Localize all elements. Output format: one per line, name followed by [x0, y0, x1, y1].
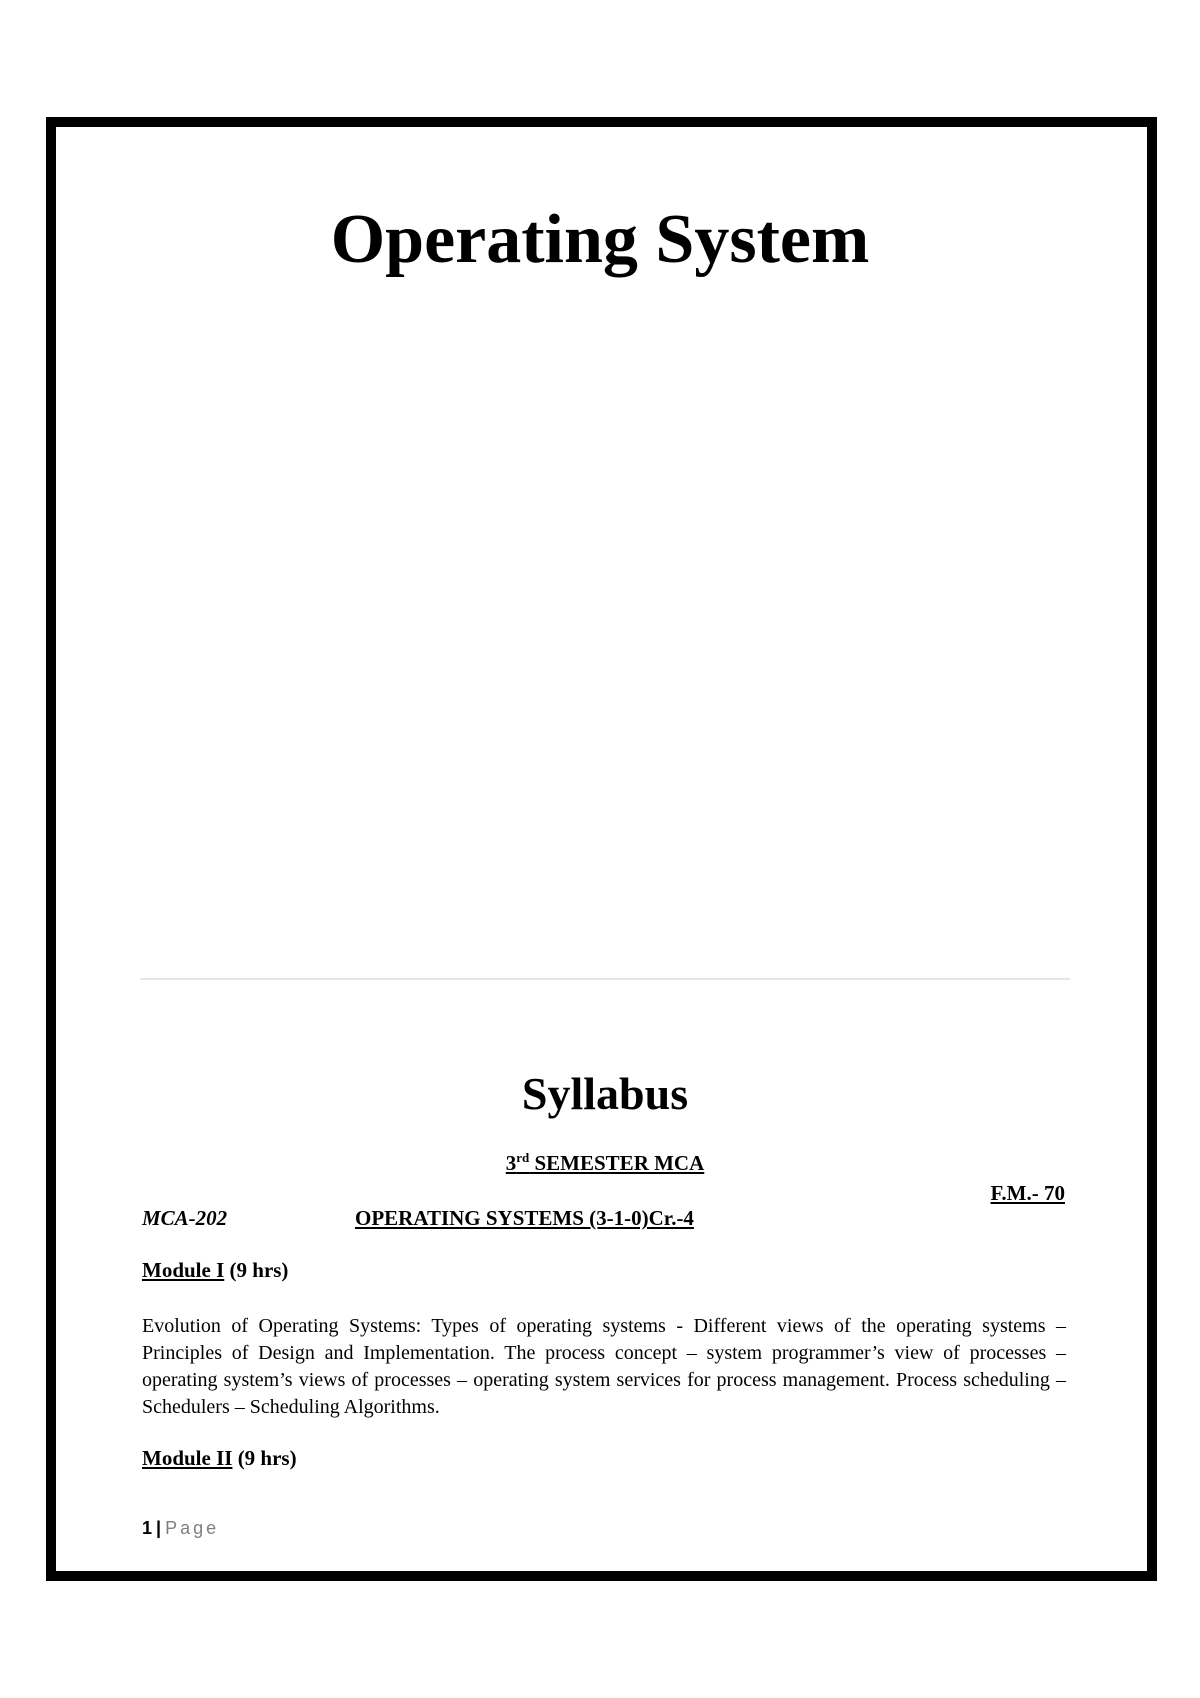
semester-ordinal: 3 [505, 1151, 517, 1175]
semester-text: SEMESTER MCA [529, 1151, 705, 1175]
module-2-hours: (9 hrs) [232, 1446, 297, 1470]
course-name: OPERATING SYSTEMS (3-1-0)Cr.-4 [355, 1206, 694, 1230]
page-footer [142, 1518, 219, 1539]
full-marks: F.M.- 70 [990, 1181, 1065, 1205]
page-separator: | [156, 1518, 162, 1538]
module-2-heading [142, 1446, 297, 1471]
section-divider [140, 978, 1070, 980]
module-1-body: Evolution of Operating Systems: Types of operating systems - Different views of the operating systems – Principles of Design and Implementation. The process concept – system programmer’s view of processes – operating system’s views of processes – operating system services for process management. Process scheduling – Schedulers – Scheduling Algorithms. [142, 1315, 1066, 1418]
page-number: 1 [142, 1518, 153, 1538]
semester-line [0, 1150, 1200, 1176]
module-2-name: Module II [142, 1446, 233, 1470]
semester-suffix: rd [516, 1150, 530, 1165]
module-1-heading [142, 1258, 288, 1283]
syllabus-heading: Syllabus [521, 1068, 689, 1119]
module-1-hours: (9 hrs) [224, 1258, 289, 1282]
course-code: MCA-202 [142, 1206, 228, 1230]
module-1-name: Module I [142, 1258, 225, 1282]
document-title: Operating System [330, 201, 870, 278]
page-label: Page [165, 1518, 220, 1538]
